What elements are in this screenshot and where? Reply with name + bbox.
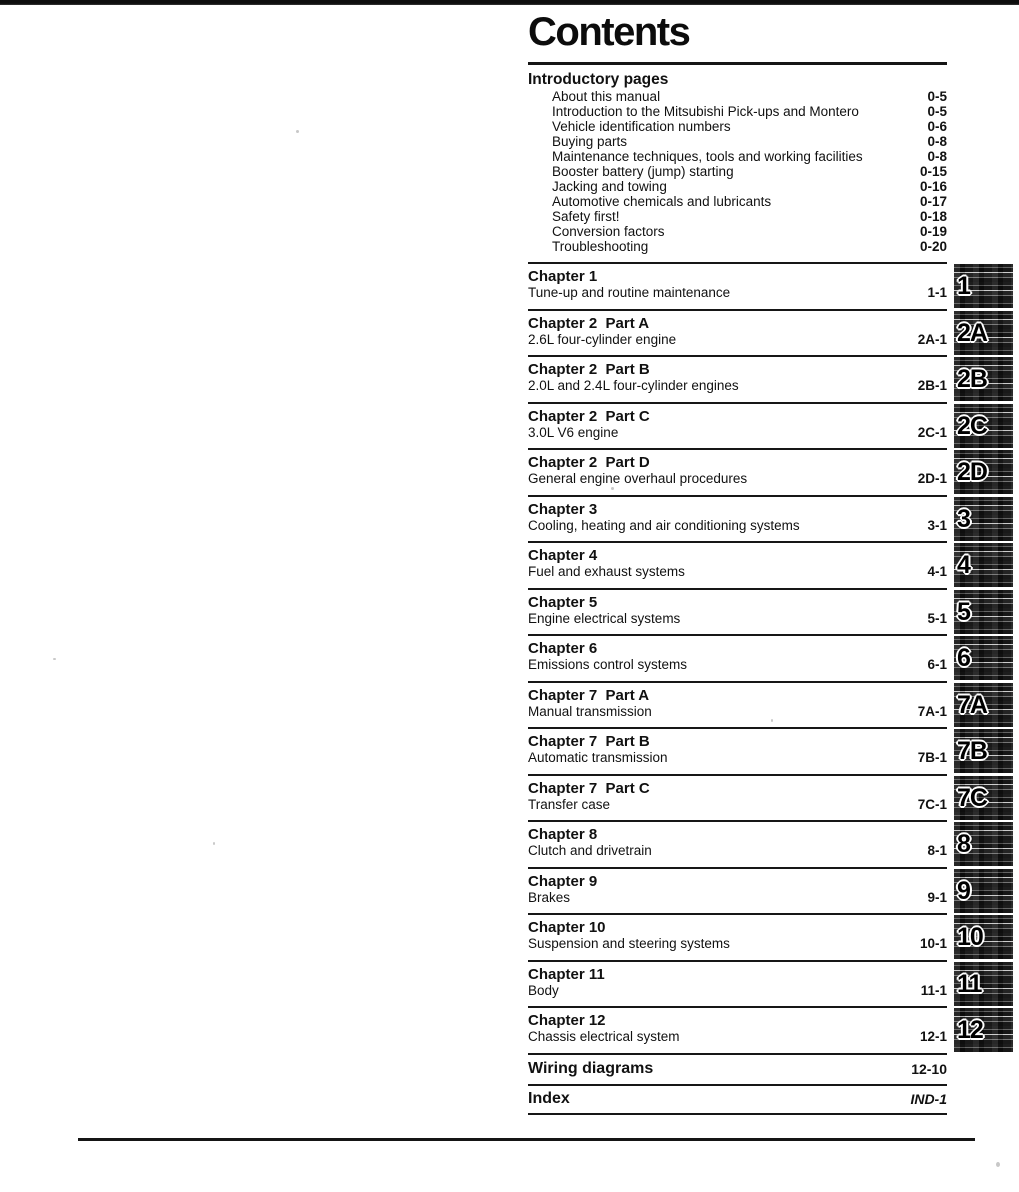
chapter-page-number: 3-1: [927, 517, 947, 533]
chapter-page-number: 7C-1: [917, 796, 947, 812]
bottom-page-rule: [78, 1138, 975, 1141]
contents-column: [528, 0, 987, 1115]
chapter-title: Chapter 2 Part B: [528, 361, 650, 378]
footer-row: [528, 1084, 947, 1113]
chapter-row: [528, 309, 987, 356]
chapter-page-number: 5-1: [927, 610, 947, 626]
intro-heading: Introductory pages: [528, 71, 669, 88]
scan-speck: [296, 130, 299, 133]
intro-item: [528, 194, 947, 209]
chapter-subtitle: Brakes: [528, 889, 571, 905]
chapter-subtitle: Chassis electrical system: [528, 1029, 680, 1044]
scan-speck: [771, 719, 773, 722]
intro-items-list: [528, 89, 947, 254]
intro-item-label: Vehicle identification numbers: [552, 119, 731, 134]
chapter-page-number: 6-1: [927, 657, 947, 672]
chapter-page-number: 9-1: [927, 889, 947, 905]
footer-rows: [528, 1053, 947, 1115]
chapter-tab-label: 2A: [957, 318, 987, 347]
chapter-edge-tab: [954, 683, 1013, 727]
chapter-row: [528, 913, 983, 960]
chapter-page-number: 8-1: [927, 843, 947, 858]
chapter-row: [528, 588, 970, 635]
chapter-title: Chapter 1: [528, 268, 598, 285]
intro-item: [528, 104, 947, 119]
chapter-subtitle: Transfer case: [528, 796, 611, 812]
intro-item-label: Safety first!: [552, 209, 620, 224]
intro-item: [528, 119, 947, 134]
chapter-tab-label: 5: [957, 597, 970, 626]
chapter-edge-tab: [954, 962, 1013, 1006]
intro-item: [528, 209, 947, 224]
intro-item-page-number: 0-17: [919, 194, 947, 209]
chapter-title: Chapter 2 Part D: [528, 454, 650, 471]
chapter-tab-label: 2D: [957, 458, 987, 486]
chapter-tab-label: 2C: [957, 411, 987, 440]
intro-item: [528, 179, 947, 194]
chapter-title: Chapter 7 Part A: [528, 686, 650, 704]
intro-item-page-number: 0-15: [919, 164, 947, 179]
chapter-subtitle: Fuel and exhaust systems: [528, 564, 685, 579]
chapter-edge-tab: [954, 497, 1013, 541]
chapter-row: [528, 541, 970, 588]
chapter-title: Chapter 4: [528, 547, 598, 564]
chapter-subtitle: 2.6L four-cylinder engine: [528, 331, 677, 347]
footer-row-page-number: 12-10: [911, 1061, 947, 1077]
chapter-subtitle: Body: [528, 982, 559, 998]
intro-item-label: About this manual: [552, 89, 661, 104]
intro-item: [528, 134, 947, 149]
chapter-tab-label: 12: [957, 1016, 983, 1044]
scan-speck: [213, 842, 215, 845]
chapter-title: Chapter 7 Part C: [528, 779, 650, 797]
chapter-row: [528, 727, 987, 774]
chapter-title: Chapter 9: [528, 872, 598, 890]
chapter-page-number: 10-1: [919, 936, 947, 951]
chapter-row: [528, 634, 970, 681]
chapter-subtitle: Clutch and drivetrain: [528, 843, 652, 858]
chapter-subtitle: Automatic transmission: [528, 750, 668, 765]
scan-speck: [53, 658, 56, 660]
chapter-subtitle: Emissions control systems: [528, 657, 688, 672]
intro-item-label: Automotive chemicals and lubricants: [552, 194, 772, 209]
intro-item-page-number: 0-6: [927, 119, 947, 134]
scan-speck: [611, 487, 614, 490]
chapter-title: Chapter 10: [528, 919, 606, 936]
scan-speck: [996, 1162, 1000, 1167]
chapter-title: Chapter 6: [528, 640, 598, 657]
chapter-edge-tab: [954, 450, 1013, 494]
chapters-list: [528, 262, 987, 1053]
chapter-row: [528, 774, 987, 821]
chapter-edge-tab: [954, 869, 1013, 913]
chapter-title: Chapter 7 Part B: [528, 733, 650, 750]
chapter-title: Chapter 5: [528, 593, 598, 611]
intro-item-page-number: 0-5: [927, 89, 947, 104]
intro-item-page-number: 0-18: [919, 209, 947, 224]
chapter-page-number: 2D-1: [917, 471, 947, 486]
chapter-edge-tab: [954, 404, 1013, 448]
chapter-page-number: 1-1: [927, 285, 947, 300]
chapter-subtitle: Engine electrical systems: [528, 610, 681, 626]
chapter-row: [528, 355, 987, 402]
chapter-subtitle: Manual transmission: [528, 703, 652, 719]
intro-item: [528, 239, 947, 254]
chapter-title: Chapter 2 Part A: [528, 314, 650, 332]
intro-item-page-number: 0-8: [927, 134, 947, 149]
chapter-page-number: 4-1: [927, 564, 947, 579]
chapter-edge-tab: [954, 776, 1013, 820]
chapter-row: [528, 495, 970, 542]
intro-item-label: Jacking and towing: [552, 179, 667, 194]
chapter-title: Chapter 11: [528, 965, 605, 983]
intro-item: [528, 164, 947, 179]
intro-item-page-number: 0-5: [927, 104, 947, 119]
footer-row: [528, 1053, 947, 1084]
chapter-tab-label: 6: [957, 644, 970, 672]
chapter-edge-tab: [954, 311, 1013, 355]
chapter-page-number: 7B-1: [917, 750, 947, 765]
chapter-row: [528, 448, 987, 495]
chapter-tab-label: 4: [957, 551, 970, 579]
page-title: Contents: [528, 10, 690, 54]
chapter-row: [528, 820, 970, 867]
chapter-tab-label: 11: [957, 969, 982, 998]
chapter-edge-tab: [954, 822, 1013, 866]
intro-item: [528, 89, 947, 104]
intro-item-page-number: 0-8: [927, 149, 947, 164]
chapter-edge-tab: [954, 1008, 1013, 1052]
intro-item-label: Conversion factors: [552, 224, 665, 239]
chapter-edge-tab: [954, 264, 1013, 308]
chapter-page-number: 2B-1: [917, 378, 947, 393]
chapter-row: [528, 867, 970, 914]
intro-item-page-number: 0-20: [919, 239, 947, 254]
chapter-title: Chapter 2 Part C: [528, 407, 650, 425]
chapter-tab-label: 7A: [957, 690, 987, 719]
chapter-title: Chapter 12: [528, 1012, 606, 1029]
chapter-page-number: 2C-1: [917, 424, 947, 440]
chapter-edge-tab: [954, 915, 1013, 959]
chapter-row: [528, 1006, 983, 1053]
intro-item: [528, 224, 947, 239]
intro-item-label: Maintenance techniques, tools and working facilities: [552, 149, 863, 164]
intro-item-page-number: 0-19: [919, 224, 947, 239]
chapter-edge-tab: [954, 590, 1013, 634]
chapter-tab-label: 3: [957, 504, 970, 533]
chapter-tab-label: 8: [957, 830, 970, 858]
chapter-edge-tab: [954, 357, 1013, 401]
chapter-title: Chapter 8: [528, 826, 598, 843]
chapter-subtitle: Suspension and steering systems: [528, 936, 730, 951]
chapter-edge-tab: [954, 543, 1013, 587]
chapter-subtitle: 3.0L V6 engine: [528, 424, 619, 440]
chapter-tab-label: 10: [957, 923, 983, 951]
intro-item: [528, 149, 947, 164]
footer-row-page-number: IND-1: [910, 1091, 947, 1107]
chapter-tab-label: 9: [957, 876, 970, 905]
intro-item-label: Introduction to the Mitsubishi Pick-ups and Montero: [552, 104, 859, 119]
chapter-page-number: 12-1: [919, 1029, 947, 1044]
chapter-row: [528, 960, 982, 1007]
chapter-page-number: 11-1: [920, 982, 947, 998]
chapter-tab-label: 7B: [957, 737, 987, 765]
footer-row-label: Index: [528, 1090, 570, 1107]
intro-item-page-number: 0-16: [919, 179, 947, 194]
chapter-page-number: 7A-1: [917, 703, 947, 719]
chapter-row: [528, 681, 987, 728]
title-rule: [528, 62, 947, 65]
chapter-page-number: 2A-1: [917, 331, 947, 347]
chapter-edge-tab: [954, 729, 1013, 773]
chapter-subtitle: 2.0L and 2.4L four-cylinder engines: [528, 378, 739, 393]
intro-item-label: Troubleshooting: [552, 239, 649, 254]
chapter-title: Chapter 3: [528, 500, 598, 518]
footer-row-label: Wiring diagrams: [528, 1060, 654, 1077]
chapter-tab-label: 7C: [957, 783, 987, 812]
chapter-row: [528, 402, 987, 449]
chapter-subtitle: General engine overhaul procedures: [528, 471, 748, 486]
chapter-subtitle: Tune-up and routine maintenance: [528, 285, 731, 300]
chapter-tab-label: 2B: [957, 365, 987, 393]
intro-item-label: Buying parts: [552, 134, 628, 149]
chapter-row: [528, 262, 970, 309]
chapter-subtitle: Cooling, heating and air conditioning systems: [528, 517, 800, 533]
chapter-edge-tab: [954, 636, 1013, 680]
chapter-tab-label: 1: [957, 272, 970, 300]
intro-section: [528, 71, 947, 254]
intro-item-label: Booster battery (jump) starting: [552, 164, 734, 179]
